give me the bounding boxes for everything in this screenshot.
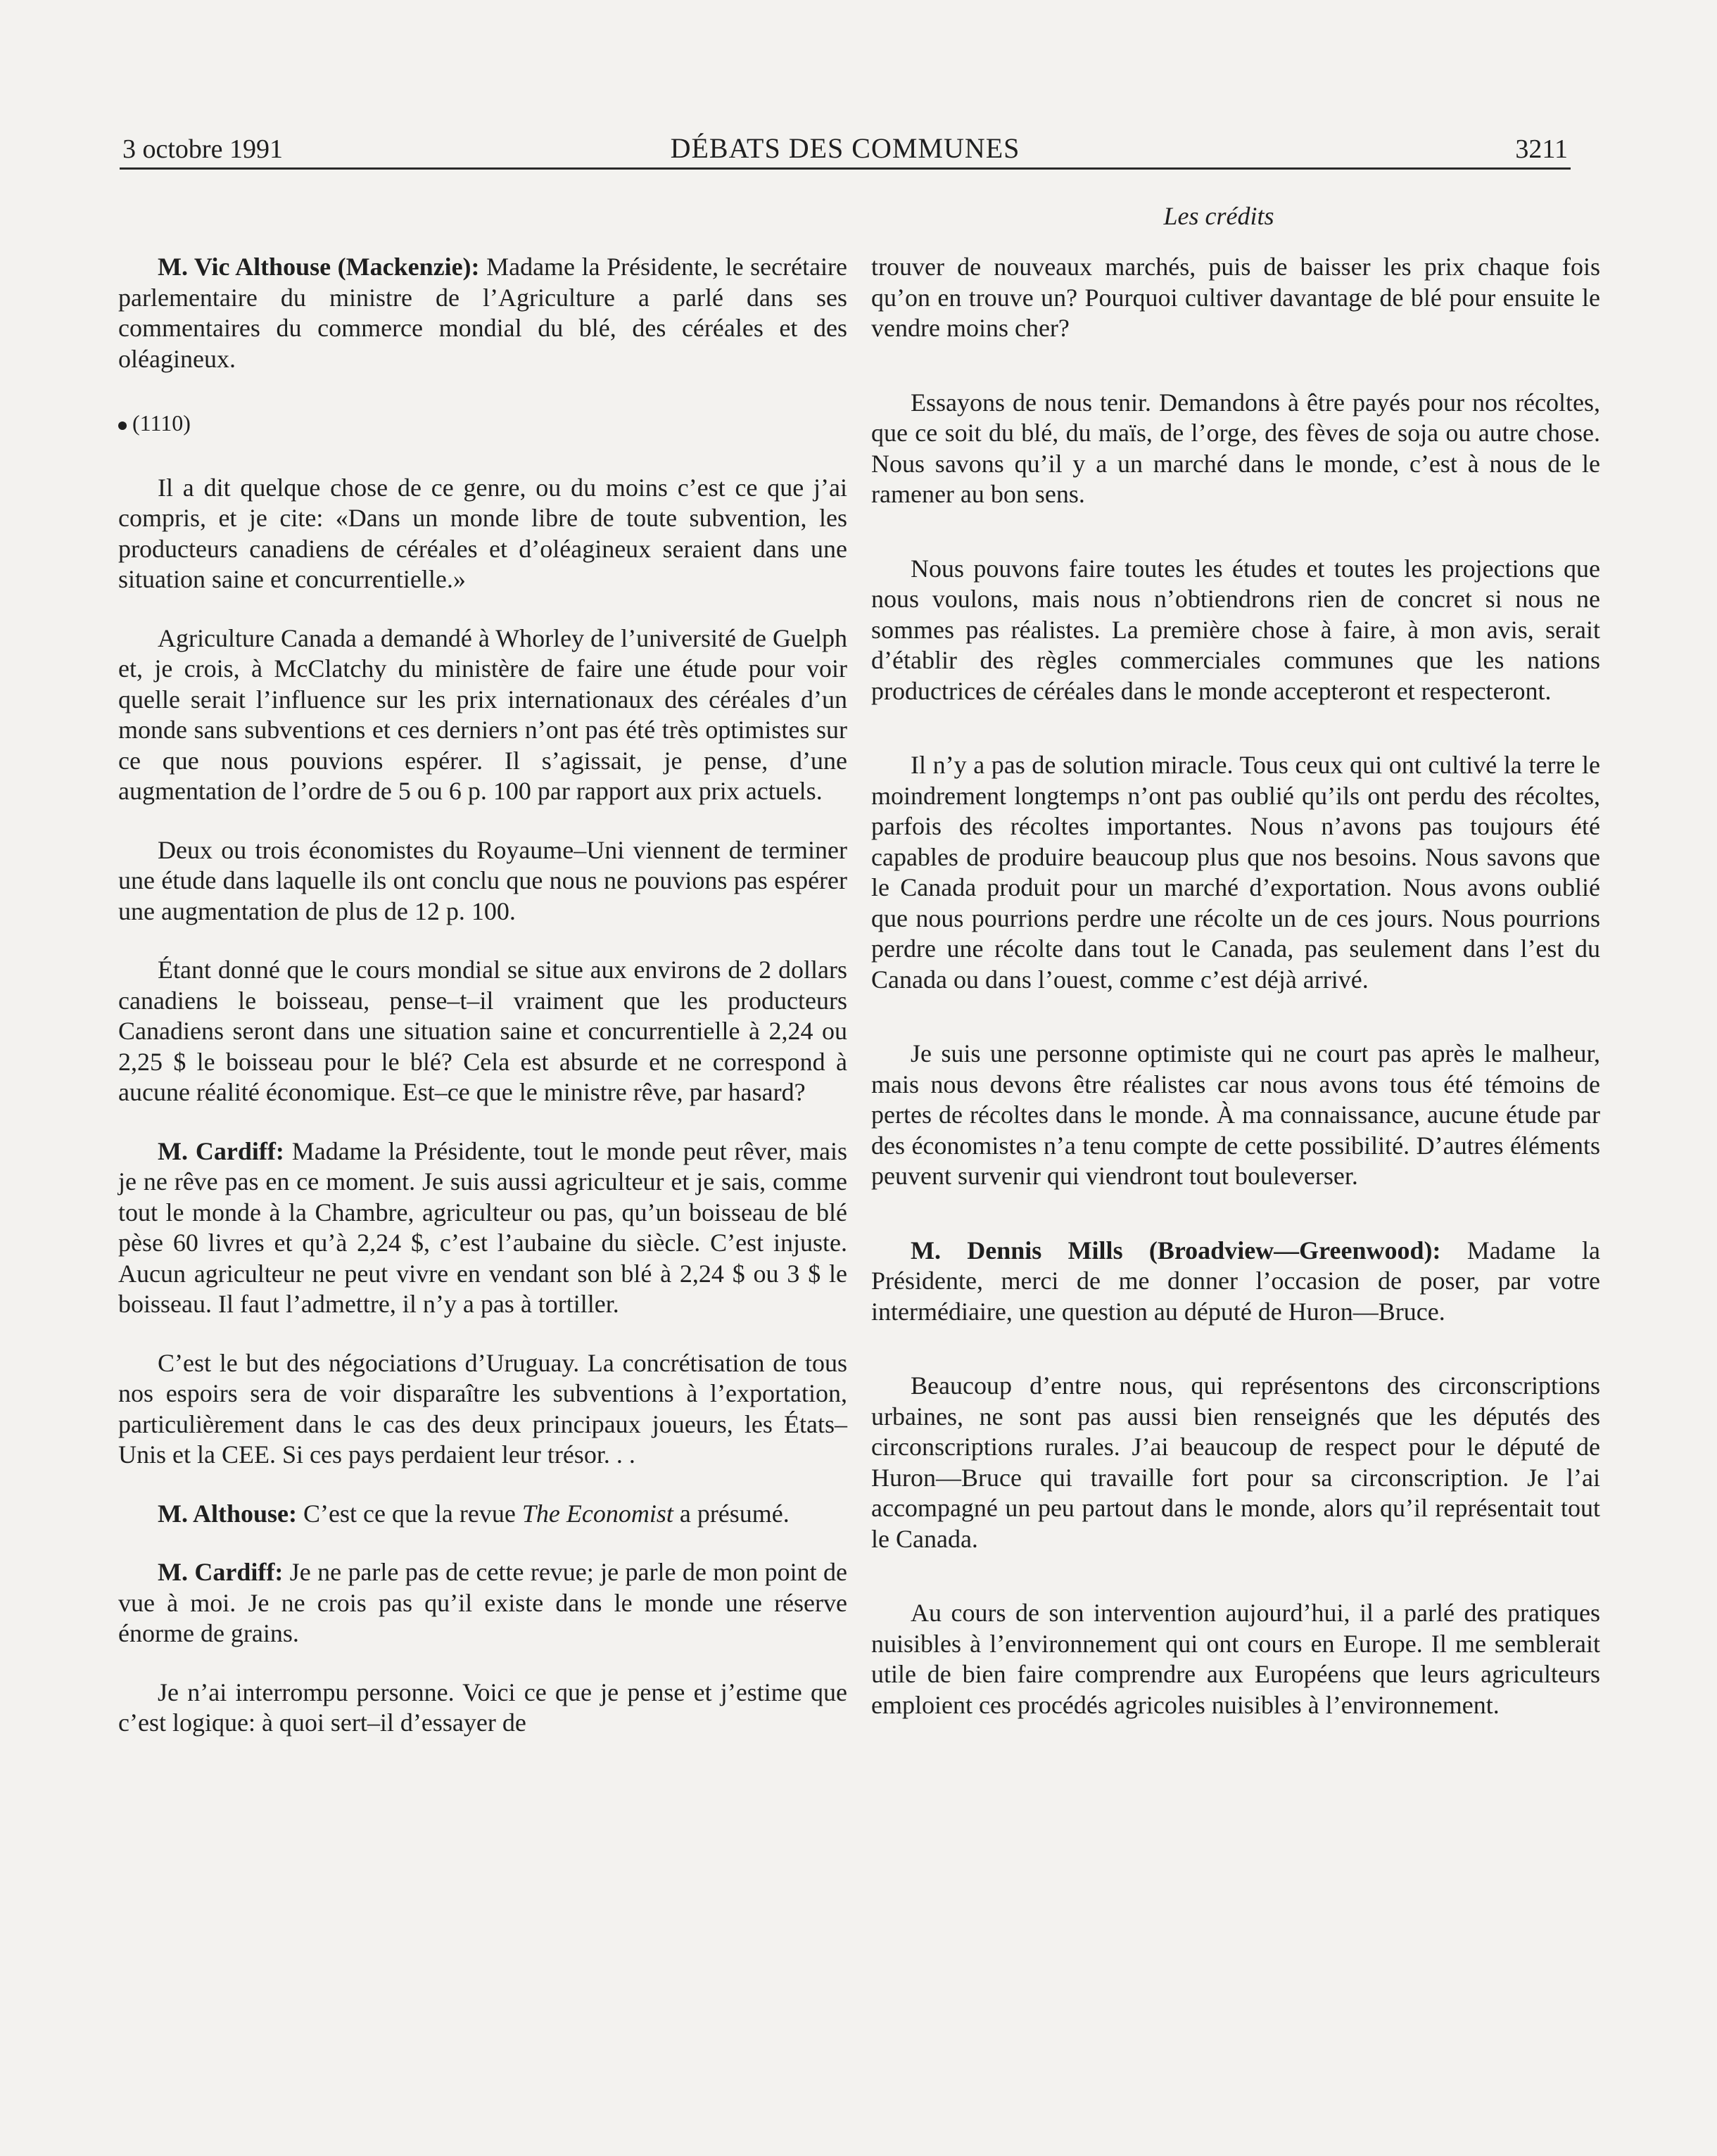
speech-text: a présumé. (673, 1499, 790, 1528)
page-header (120, 125, 1571, 170)
paragraph: Étant donné que le cours mondial se situe aux environs de 2 dollars canadiens le boisseau, pense–t–il vraiment que les producteurs Canadiens seront dans une situation saine et concurrentielle à 2,24 ou 2,25 $ le boisseau pour le blé? Cela est absurde et ne correspond à aucune réalité économique. Est–ce que le ministre rêve, par hasard? (118, 956, 847, 1106)
header-title: DÉBATS DES COMMUNES (670, 132, 1020, 164)
left-column (118, 252, 847, 1767)
paragraph: Je n’ai interrompu personne. Voici ce que je pense et j’estime que c’est logique: à quoi sert–il d’essayer de (118, 1678, 847, 1737)
paragraph: Je suis une personne optimiste qui ne court pas après le malheur, mais nous devons être réalistes car nous avons tous été témoins de pertes de récoltes dans le monde. À ma connaissance, aucune étude par des économistes n’a tenu compte de cette possibilité. D’autres éléments peuvent survenir qui viendront tout bouleverser. (871, 1039, 1600, 1190)
speaker-name: M. Dennis Mills (Broadview—Greenwood): (911, 1236, 1441, 1264)
paragraph (118, 1136, 847, 1320)
paragraph: Deux ou trois économistes du Royaume–Uni viennent de terminer une étude dans laquelle ils ont conclu que nous ne pouvions pas espérer une augmentation de plus de 12 p. 100. (118, 835, 847, 925)
paragraph: Il n’y a pas de solution miracle. Tous ceux qui ont cultivé la terre le moindrement longtemps n’ont pas oublié qu’ils ont perdu des récoltes, parfois des récoltes importantes. Nous n’avons pas toujours été capables de produire beaucoup plus que nos besoins. Nous savons que le Canada produit pour un marché d’exportation. Nous avons oublié que nous pourrions perdre une récolte un de ces jours. Nous pourrions perdre une récolte dans tout le Canada, pas seulement dans l’est du Canada ou dans l’ouest, comme c’est déjà arrivé. (871, 751, 1600, 994)
paragraph: Beaucoup d’entre nous, qui représentons des circonscriptions urbaines, ne sont pas aussi bien renseignés que les députés des circonscriptions rurales. J’ai beaucoup de respect pour le député de Huron—Bruce qui travaille fort pour sa circonscription. Je l’ai accompagné un peu partout dans le monde, alors qu’il représentait tout le Canada. (871, 1371, 1600, 1553)
paragraph: Nous pouvons faire toutes les études et toutes les projections que nous voulons, mais nous n’obtiendrons rien de concret si nous ne sommes pas réalistes. La première chose à faire, à mon avis, serait d’établir des règles commerciales communes que les nations productrices de céréales dans le monde accepteront et respecteront. (871, 554, 1600, 705)
paragraph: Au cours de son intervention aujourd’hui, il a parlé des pratiques nuisibles à l’environnement qui ont cours en Europe. Il me semblerait utile de bien faire comprendre aux Européens que leurs agriculteurs emploient ces procédés agricoles nuisibles à l’environnement. (871, 1599, 1600, 1719)
speech-text: Madame la Présidente, le secrétaire parlementaire du ministre de l’Agriculture a parlé dans ses commentaires du commerce mondial du blé, des céréales et des oléagineux. (118, 253, 848, 373)
paragraph: Il a dit quelque chose de ce genre, ou du moins c’est ce que j’ai compris, et je cite: «Dans un monde libre de toute subvention, les producteurs canadiens de céréales et d’oléagineux seraient dans une situation saine et concurrentielle.» (118, 473, 847, 593)
right-column (871, 252, 1600, 1754)
speech-text: C’est ce que la revue (297, 1499, 522, 1528)
time-marker-text: (1110) (132, 410, 191, 436)
paragraph: C’est le but des négociations d’Uruguay. La concrétisation de tous nos espoirs sera de voir disparaître les subventions à l’exportation, particulièrement dans le cas des deux principaux joueurs, les États–Unis et la CEE. Si ces pays perdaient leur trésor. . . (118, 1348, 847, 1469)
paragraph: Essayons de nous tenir. Demandons à être payés pour nos récoltes, que ce soit du blé, du maïs, de l’orge, des fèves de soja ou autre chose. Nous savons qu’il y a un marché dans le monde, c’est à nous de le ramener au bon sens. (871, 388, 1600, 508)
speaker-name: M. Cardiff: (158, 1136, 284, 1165)
speech-text: Je ne parle pas de cette revue; je parle de mon point de vue à moi. Je ne crois pas qu’il existe dans le monde une réserve énorme de grains. (118, 1558, 847, 1647)
speaker-name: M. Vic Althouse (Mackenzie): (158, 253, 480, 281)
paragraph (118, 1557, 847, 1649)
paragraph (118, 1499, 847, 1530)
paragraph (871, 1236, 1600, 1328)
publication-title: The Economist (521, 1499, 673, 1528)
speech-text: Madame la Présidente, merci de me donner l’occasion de poser, par votre intermédiaire, une question au député de Huron—Bruce. (871, 1236, 1600, 1326)
time-marker (118, 408, 847, 439)
header-page-number: 3211 (1515, 134, 1568, 164)
paragraph (118, 252, 847, 374)
paragraph: Agriculture Canada a demandé à Whorley de l’université de Guelph et, je crois, à McClatchy du ministère de faire une étude pour voir quelle serait l’influence sur les prix internationaux des céréales d’un monde sans subventions et ces derniers n’ont pas été très optimistes sur ce que nous pouvions espérer. Il s’agissait, je pense, d’une augmentation de l’ordre de 5 ou 6 p. 100 par rapport aux prix actuels. (118, 623, 847, 805)
header-date: 3 octobre 1991 (122, 134, 283, 164)
speaker-name: M. Cardiff: (158, 1558, 284, 1586)
paragraph: trouver de nouveaux marchés, puis de baisser les prix chaque fois qu’on en trouve un? Pourquoi cultiver davantage de blé pour ensuite le vendre moins cher? (871, 253, 1600, 342)
section-subheading: Les crédits (1163, 202, 1274, 230)
speaker-name: M. Althouse: (158, 1499, 297, 1528)
bullet-icon (118, 421, 127, 430)
speech-text: Madame la Présidente, tout le monde peut rêver, mais je ne rêve pas en ce moment. Je suis aussi agriculteur et je sais, comme tout le monde à la Chambre, agriculteur ou pas, qu’un boisseau de blé pèse 60 livres et qu’à 2,24 $, c’est l’aubaine du siècle. C’est injuste. Aucun agriculteur ne peut vivre en vendant son blé à 2,24 $ ou 3 $ le boisseau. Il faut l’admettre, il n’y a pas à tortiller. (118, 1136, 847, 1318)
